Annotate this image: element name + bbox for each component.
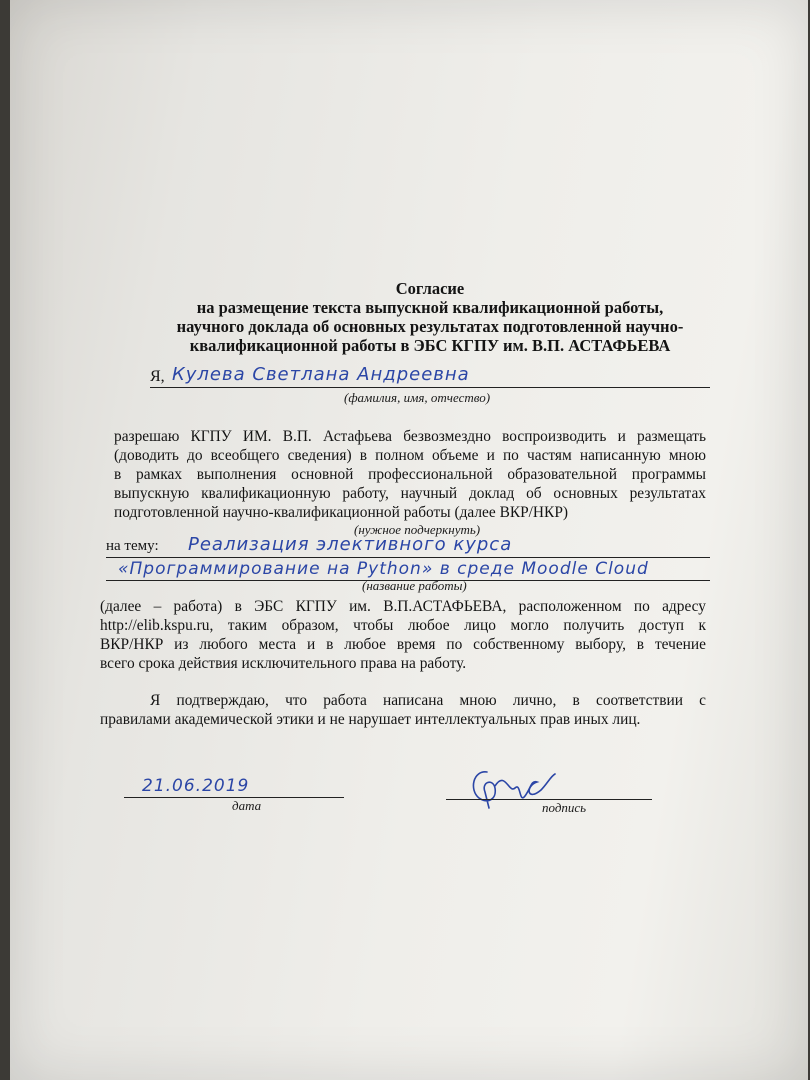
confirm-line-2: правилами академической этики и не нарушает интеллектуальных прав иных лиц. xyxy=(100,711,641,728)
title-line-4: квалификационной работы в ЭБС КГПУ им. В.П. АСТАФЬЕВА xyxy=(189,336,671,355)
confirm-line-1: Я подтверждаю, что работа написана мною лично, в соответствии с xyxy=(150,692,706,709)
permission-line-1: разрешаю КГПУ ИМ. В.П. Астафьева безвозмездно воспроизводить и размещать xyxy=(114,428,706,445)
topic-label: на тему: xyxy=(106,538,159,554)
placement-line-1: (далее – работа) в ЭБС КГПУ им. В.П.АСТАФЬЕВА, расположенном по адресу xyxy=(100,598,706,615)
name-caption: (фамилия, имя, отчество) xyxy=(344,390,491,405)
title-line-1: Согласие xyxy=(395,279,465,298)
permission-line-5: подготовленной научно-квалификационной работы (далее ВКР/НКР) xyxy=(114,504,568,521)
title-line-3: научного доклада об основных результатах подготовленной научно- xyxy=(176,317,684,336)
name-handwritten: Кулева Светлана Андреевна xyxy=(172,364,470,385)
name-underline xyxy=(150,387,710,388)
topic-line-2: «Программирование на Python» в среде Moodle Cloud xyxy=(118,559,649,579)
i-label: Я, xyxy=(150,368,165,385)
document-page xyxy=(10,0,808,1080)
date-caption: дата xyxy=(232,798,262,813)
permission-line-4: выпускную квалификационную работу, научный доклад об основных результатах xyxy=(114,485,706,502)
signature-caption: подпись xyxy=(542,800,587,815)
permission-line-3: в рамках выполнения основной профессиональной образовательной программы xyxy=(114,466,706,483)
placement-line-2: http://elib.kspu.ru, таким образом, чтобы любое лицо могло получить доступ к xyxy=(100,617,706,634)
topic-caption: (название работы) xyxy=(362,578,467,593)
permission-line-2: (доводить до всеобщего сведения) в полном объеме и по частям написанную мною xyxy=(114,447,706,464)
placement-line-4: всего срока действия исключительного права на работу. xyxy=(100,655,467,672)
title-line-2: на размещение текста выпускной квалификационной работы, xyxy=(196,298,664,317)
topic-line-1: Реализация элективного курса xyxy=(188,534,513,555)
underline-caption: (нужное подчеркнуть) xyxy=(354,522,481,537)
date-handwritten: 21.06.2019 xyxy=(142,776,250,796)
topic-underline-1 xyxy=(106,557,710,558)
placement-line-3: ВКР/НКР из любого места и в любое время по собственному выбору, в течение xyxy=(100,636,706,653)
